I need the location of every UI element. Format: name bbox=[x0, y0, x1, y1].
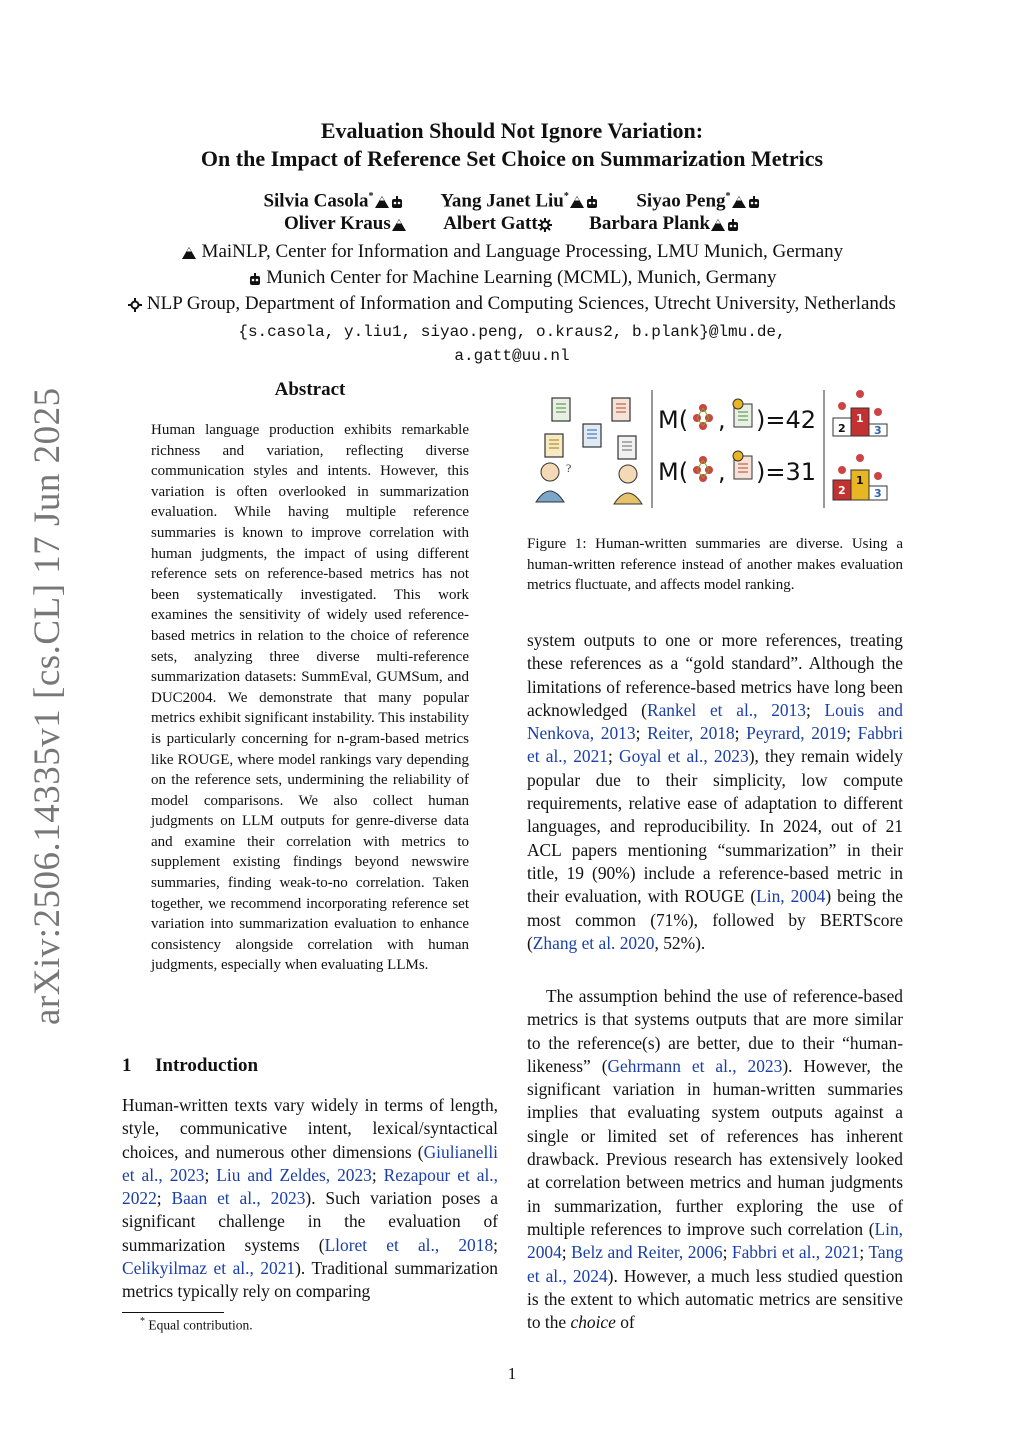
figure-1 bbox=[528, 380, 908, 530]
paper-title-line1: Evaluation Should Not Ignore Variation: bbox=[320, 118, 704, 143]
text-run: ), they remain widely popular due to their simplicity, low compute requirements, relative ease of adaptation to different languages, and reproducibility. In 2024, out of 21 ACL papers mentioning “summarization” in their title, 19 (90%) include a reference-based metric in their evaluation, with ROUGE ( bbox=[527, 746, 903, 907]
text-run: The assumption behind the use of reference-based metrics is that systems outputs that are more similar to the reference(s) are better, due to their “human-likeness” ( bbox=[527, 986, 903, 1076]
paper-title-line2: On the Impact of Reference Set Choice on Summarization Metrics bbox=[200, 146, 824, 171]
author-name: Barbara Plank bbox=[589, 213, 711, 234]
section-heading-introduction bbox=[122, 1055, 502, 1077]
podium-icon bbox=[833, 390, 887, 437]
email-line-2: a.gatt@uu.nl bbox=[454, 347, 570, 365]
robot-icon bbox=[726, 218, 740, 232]
author-name: Silvia Casola bbox=[263, 190, 369, 212]
citation-link[interactable]: Fabbri et al., 2021 bbox=[527, 723, 903, 767]
person-writing-icon bbox=[614, 465, 642, 504]
citation-link[interactable]: Tang et al., 2024 bbox=[527, 1242, 903, 1286]
affiliation-text: MaiNLP, Center for Information and Language Processing, LMU Munich, Germany bbox=[201, 241, 844, 262]
affiliation-lmu bbox=[0, 239, 1024, 265]
citation-link[interactable]: Liu and Zeldes, 2023 bbox=[216, 1164, 372, 1185]
text-run: ). However, the significant variation in human-written summaries implies that evaluating system outputs against a single or limited set of references has inherent drawback. Previous research has extensively looked at correlation between metrics and human judgments in summarization, further exploring the use of multiple references to improve such correlation ( bbox=[527, 1055, 903, 1239]
podium-rank: 3 bbox=[874, 487, 882, 500]
figure-caption: Figure 1: Human-written summaries are diverse. Using a human-written reference instead of another makes evaluation metrics fluctuate, and affects model ranking. bbox=[527, 536, 903, 594]
footnote-rule bbox=[122, 1312, 224, 1313]
citation-link[interactable]: Rezapour et al., 2022 bbox=[122, 1164, 499, 1209]
right-paragraph-1: system outputs to one or more references, treating these references as a “gold standard”. Although the limitations of reference-based metrics have long been acknowledged (Rankel et al., 2013; Louis and Nenkova, 2013; Reiter, 2018; Peyrard, 2019; Fabbri et al., 2021; Goyal et al., 2023), they remain widely popular due to their simplicity, low compute requirements, relative ease of adaptation to different languages, and reproducibility. In 2024, out of 21 ACL papers mentioning “summarization” in their title, 19 (90%) include a reference-based metric in their evaluation, with ROUGE (Lin, 2004) being the most common (71%), followed by BERTScore (Zhang et al. 2020, 52%). bbox=[527, 630, 903, 953]
metric-label: M( bbox=[658, 406, 689, 434]
abstract-heading: Abstract bbox=[274, 379, 346, 400]
email-line-1: {s.casola, y.liu1, siyao.peng, o.kraus2, b.plank}@lmu.de, bbox=[238, 323, 786, 341]
citation-link[interactable]: Reiter, 2018 bbox=[647, 723, 735, 744]
mountain-icon bbox=[731, 195, 747, 209]
citation-link[interactable]: Lin, 2004 bbox=[756, 886, 826, 907]
emphasis: choice bbox=[570, 1312, 616, 1333]
footnote bbox=[140, 1316, 253, 1334]
metric-value: )=42 bbox=[756, 406, 817, 434]
network-model-icon bbox=[693, 404, 713, 430]
robot-icon bbox=[390, 195, 404, 209]
document-icon bbox=[583, 424, 601, 447]
gear-icon bbox=[538, 218, 552, 232]
footnote-mark: * bbox=[140, 1316, 145, 1327]
citation-link[interactable]: Lin, 2004 bbox=[527, 1218, 903, 1263]
metric-label: , bbox=[718, 458, 726, 486]
svg-text:?: ? bbox=[566, 461, 572, 475]
network-model-icon bbox=[693, 456, 713, 482]
podium-rank: 2 bbox=[838, 422, 846, 435]
document-icon bbox=[545, 434, 563, 457]
author-row-2 bbox=[0, 211, 1024, 237]
podium-rank: 3 bbox=[874, 424, 882, 437]
mountain-icon bbox=[181, 246, 197, 260]
equal-mark: * bbox=[725, 191, 731, 202]
text-run: ). However, a much less studied question is the extent to which automatic metrics are sensitive to the bbox=[527, 1265, 903, 1333]
citation-link[interactable]: Giulianelli et al., 2023 bbox=[122, 1141, 498, 1185]
author-name: Albert Gatt bbox=[443, 213, 538, 234]
affiliation-text: Munich Center for Machine Learning (MCML), Munich, Germany bbox=[266, 267, 777, 288]
text-run: , 52%). bbox=[654, 932, 706, 953]
affiliation-utrecht bbox=[0, 291, 1024, 317]
citation-link[interactable]: Celikyilmaz et al., 2021 bbox=[122, 1258, 296, 1279]
author-row-1 bbox=[0, 184, 1024, 214]
text-run: ). Such variation poses a significant challenge in the evaluation of summarization systems ( bbox=[122, 1188, 498, 1255]
text-run: ). Traditional summarization metrics typically rely on comparing bbox=[122, 1258, 499, 1302]
podium-icon bbox=[833, 454, 887, 500]
abstract-text: Human language production exhibits remarkable richness and variation, reflecting diverse communication styles and intents. However, this variation is often overlooked in summarization evaluation. While having multiple reference summaries is known to improve correlation with human judgments, the impact of using different reference sets on reference-based metrics has not been systematically investigated. This work examines the sensitivity of widely used reference-based metrics in relation to the choice of reference sets, analyzing three diverse multi-reference summarization datasets: SummEval, GUMSum, and DUC2004. We demonstrate that many popular metrics exhibit significant instability. This instability is particularly concerning for n-gram-based metrics like ROUGE, where model rankings vary depending on the reference sets, undermining the reliability of model comparisons. We also collect human judgments on LLM outputs for genre-diverse data and examine their correlation with metrics to supplement existing findings beyond newswire summaries, finding weak-to-no correlation. Taken together, we recommend incorporating reference set variation into summarization evaluation to enhance consistency alongside correlation with human judgments, especially when evaluating LLMs. bbox=[151, 422, 469, 974]
person-thinking-icon bbox=[536, 461, 571, 502]
equal-mark: * bbox=[368, 191, 374, 202]
document-icon bbox=[612, 398, 630, 421]
robot-icon bbox=[585, 195, 599, 209]
metric-label: , bbox=[718, 406, 726, 434]
text-run: of bbox=[615, 1312, 635, 1333]
page-number: 1 bbox=[507, 1364, 517, 1383]
podium-rank: 1 bbox=[856, 474, 864, 487]
citation-link[interactable]: Belz and Reiter, 2006 bbox=[571, 1242, 723, 1263]
reference-document-icon bbox=[733, 451, 752, 479]
citation-link[interactable]: Lloret et al., 2018 bbox=[324, 1234, 494, 1255]
arxiv-sidebar: arXiv:2506.14335v1 [cs.CL] 17 Jun 2025 bbox=[27, 387, 68, 1025]
intro-paragraph: Human-written texts vary widely in terms of length, style, communicative intent, lexical/syntactical choices, and numerous other dimensions (Giulianelli et al., 2023; Liu and Zeldes, 2023; Rezapour et al., 2022; Baan et al., 2023). Such variation poses a significant challenge in the evaluation of summarization systems (Lloret et al., 2018; Celikyilmaz et al., 2021). Traditional summarization metrics typically rely on comparing bbox=[122, 1095, 499, 1302]
mountain-icon bbox=[710, 218, 726, 232]
podium-rank: 2 bbox=[838, 484, 846, 497]
text-run: Human-written texts vary widely in terms of length, style, communicative intent, lexical/syntactical choices, and numerous other dimensions ( bbox=[122, 1095, 498, 1162]
citation-link[interactable]: Fabbri et al., 2021 bbox=[731, 1242, 860, 1263]
author-name: Siyao Peng bbox=[636, 190, 726, 212]
robot-icon bbox=[248, 272, 262, 286]
podium-rank: 1 bbox=[856, 412, 864, 425]
citation-link[interactable]: Gehrmann et al., 2023 bbox=[607, 1055, 783, 1076]
citation-link[interactable]: Baan et al., 2023 bbox=[171, 1188, 306, 1209]
citation-link[interactable]: Peyrard, 2019 bbox=[746, 723, 847, 744]
metric-label: M( bbox=[658, 458, 689, 486]
section-title: Introduction bbox=[155, 1055, 259, 1076]
mountain-icon bbox=[391, 218, 407, 232]
section-number: 1 bbox=[122, 1055, 132, 1076]
citation-link[interactable]: Louis and Nenkova, 2013 bbox=[527, 699, 903, 744]
document-icon bbox=[618, 436, 636, 459]
affiliation-mcml bbox=[0, 265, 1024, 291]
text-run: ) being the most common (71%), followed by BERTScore ( bbox=[527, 886, 903, 953]
metric-value: )=31 bbox=[756, 458, 817, 486]
author-name: Yang Janet Liu bbox=[440, 190, 564, 212]
affiliation-text: NLP Group, Department of Information and Computing Sciences, Utrecht University, Netherlands bbox=[146, 293, 896, 314]
equal-mark: * bbox=[563, 191, 569, 202]
author-name: Oliver Kraus bbox=[283, 213, 391, 234]
mountain-icon bbox=[374, 195, 390, 209]
citation-link[interactable]: Goyal et al., 2023 bbox=[619, 746, 749, 767]
citation-link[interactable]: Rankel et al., 2013 bbox=[646, 699, 806, 720]
citation-link[interactable]: Zhang et al. 2020 bbox=[532, 932, 655, 953]
right-paragraph-2: The assumption behind the use of reference-based metrics is that systems outputs that are more similar to the reference(s) are better, due to their “human-likeness” (Gehrmann et al., 2023). However, the significant variation in human-written summaries implies that evaluating system outputs against a single or limited set of references has inherent drawback. Previous research has extensively looked at correlation between metrics and human judgments in summarization, further exploring the use of multiple references to improve such correlation (Lin, 2004; Belz and Reiter, 2006; Fabbri et al., 2021; Tang et al., 2024). However, a much less studied question is the extent to which automatic metrics are sensitive to the choice of bbox=[527, 986, 903, 1333]
reference-document-icon bbox=[733, 399, 752, 427]
document-icon bbox=[552, 398, 570, 421]
gear-icon bbox=[128, 298, 142, 312]
robot-icon bbox=[747, 195, 761, 209]
text-run: system outputs to one or more references, treating these references as a “gold standard”. Although the limitations of reference-based metrics have long been acknowledged ( bbox=[527, 630, 903, 720]
mountain-icon bbox=[569, 195, 585, 209]
footnote-text: Equal contribution. bbox=[148, 1317, 253, 1333]
